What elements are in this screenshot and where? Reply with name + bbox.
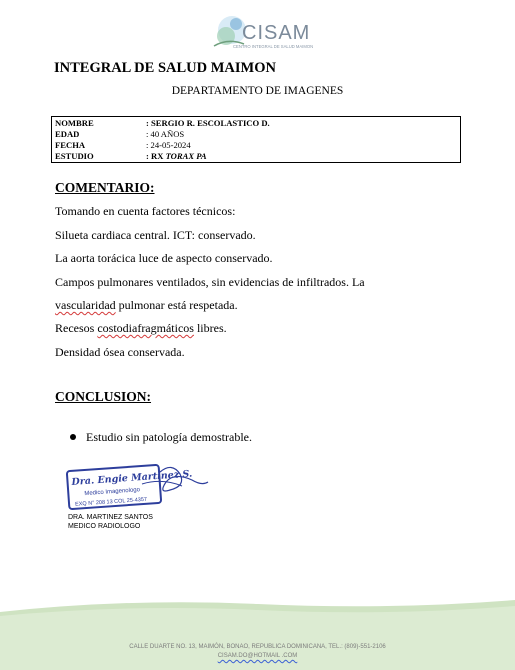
- conclusion-item: Estudio sin patología demostrable.: [86, 430, 252, 444]
- study-label: ESTUDIO: [55, 151, 94, 161]
- department-title: DEPARTAMENTO DE IMAGENES: [171, 85, 344, 97]
- study-value: : RX TORAX PA: [146, 151, 207, 161]
- study-value-italic: TORAX PA: [165, 151, 207, 161]
- doctor-stamp: [62, 460, 212, 515]
- logo-name: CISAM: [242, 22, 311, 44]
- patient-row-study: [55, 151, 460, 162]
- comment-line: Densidad ósea conservada.: [55, 345, 185, 359]
- logo-subtitle: CENTRO INTEGRAL DE SALUD MAIMON: [233, 44, 314, 49]
- stamp-role: Medico Imagenologo: [84, 487, 141, 498]
- comment-line: Silueta cardiaca central. ICT: conservado.: [55, 228, 256, 242]
- bullet-icon: [70, 434, 76, 440]
- footer-email-link[interactable]: CISAM.DO@HOTMAIL .COM: [217, 653, 298, 659]
- footer-address: CALLE DUARTE NO. 13, MAIMÓN, BONAO, REPUBLICA DOMINICANA, TEL.: (809)-551-2106: [129, 644, 386, 650]
- patient-info-box: [51, 116, 461, 163]
- footer-email: [0, 653, 515, 659]
- comment-line: Recesos costodiafragmáticos libres.: [55, 321, 227, 335]
- patient-row-age: [55, 129, 460, 140]
- date-value: : 24-05-2024: [146, 140, 191, 150]
- comment-heading: COMENTARIO:: [55, 180, 155, 195]
- patient-row-name: [55, 118, 460, 129]
- comment-line: Tomando en cuenta factores técnicos:: [55, 204, 236, 218]
- spellcheck-word: vascularidad: [55, 298, 116, 312]
- comment-line: Campos pulmonares ventilados, sin evidencias de infiltrados. La: [55, 275, 365, 289]
- date-label: FECHA: [55, 140, 86, 150]
- name-label: NOMBRE: [55, 118, 94, 128]
- comment-line: vascularidad pulmonar está respetada.: [55, 298, 238, 312]
- age-value: : 40 AÑOS: [146, 129, 185, 139]
- footer-wave: [0, 598, 515, 670]
- stamp-id: EXQ N° 208 13 COL 25-4357: [74, 496, 148, 508]
- institution-title: INTEGRAL DE SALUD MAIMON: [54, 60, 276, 76]
- age-label: EDAD: [55, 129, 80, 139]
- signature-title: MEDICO RADIOLOGO: [68, 523, 141, 530]
- stamp-name: Dra. Engie Martinez S.: [71, 468, 193, 488]
- signature-name: DRA. MARTINEZ SANTOS: [68, 514, 153, 521]
- patient-row-date: [55, 140, 460, 151]
- cisam-logo: [208, 10, 318, 54]
- spellcheck-word: costodiafragmáticos: [97, 321, 194, 335]
- comment-line: La aorta torácica luce de aspecto conservado.: [55, 251, 273, 265]
- name-value: : SERGIO R. ESCOLASTICO D.: [146, 118, 270, 128]
- conclusion-heading: CONCLUSION:: [55, 389, 152, 404]
